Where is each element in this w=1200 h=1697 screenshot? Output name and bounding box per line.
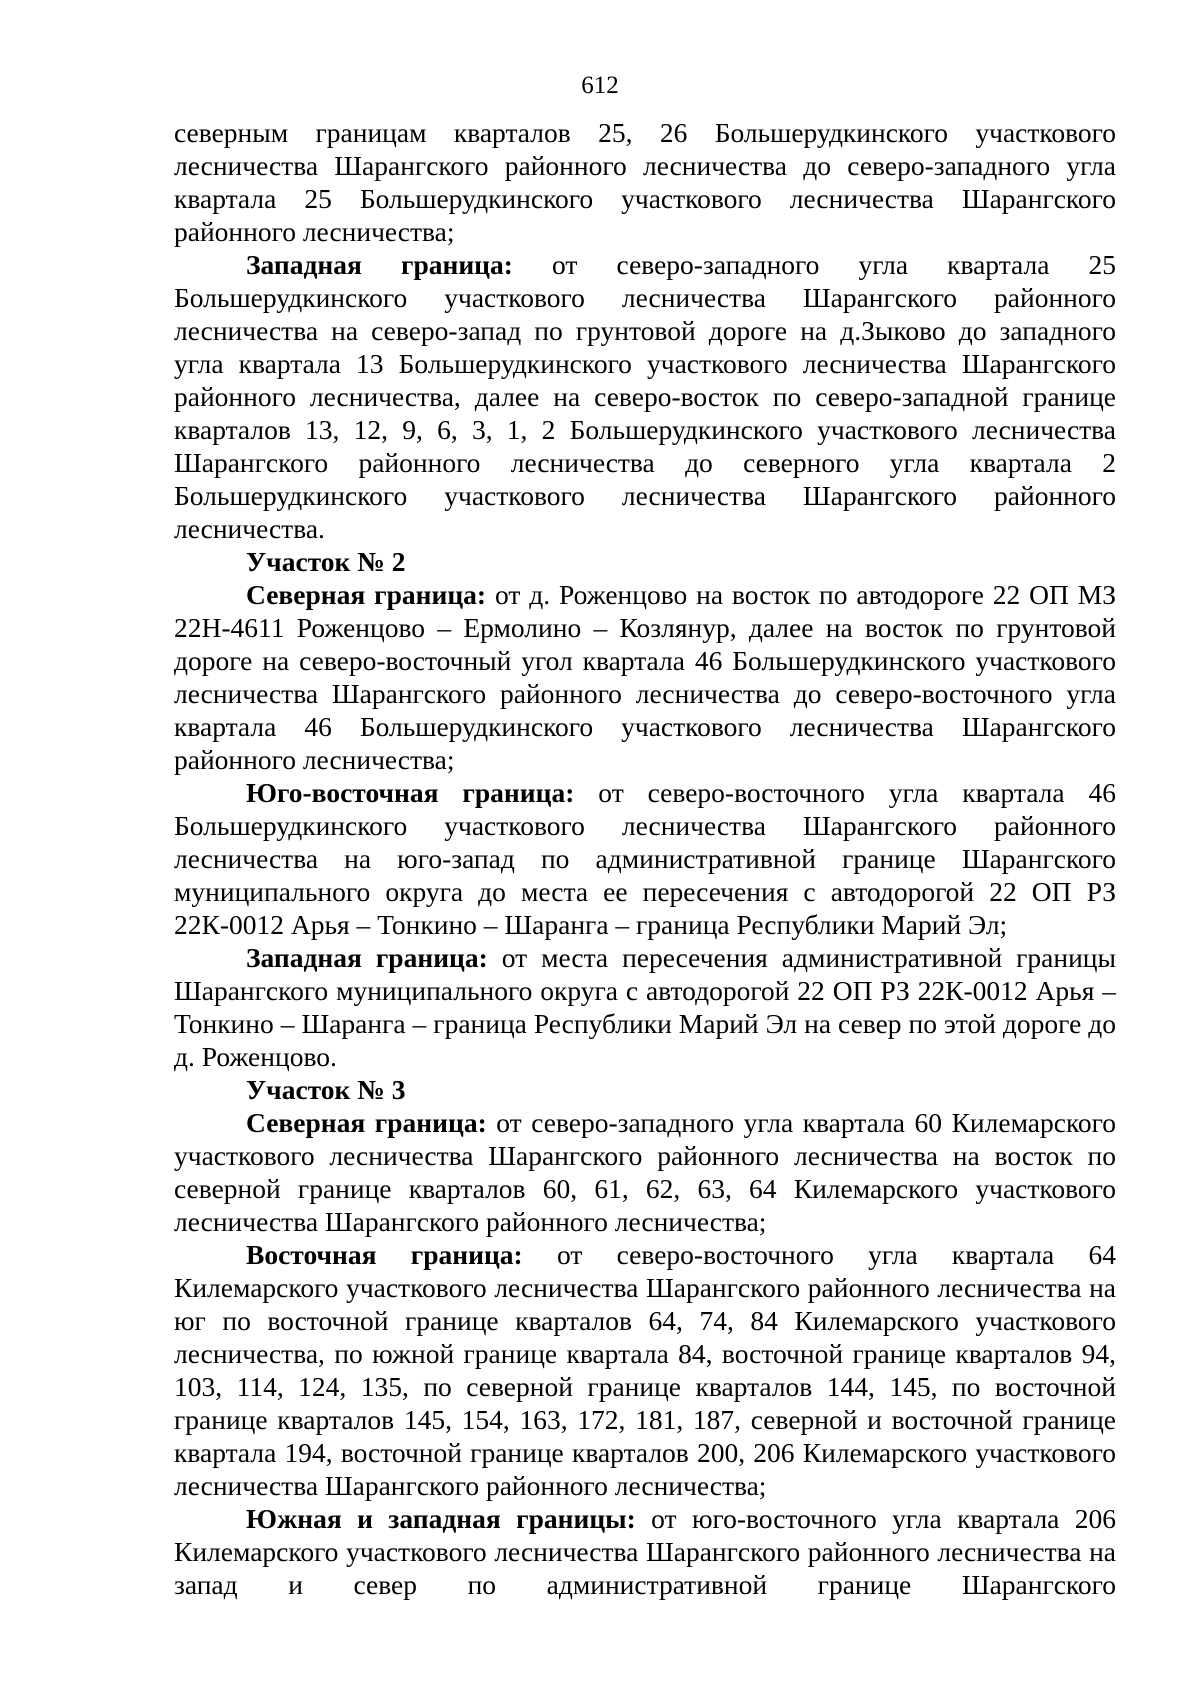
section-heading-plot-2: Участок № 2 [246, 546, 406, 577]
paragraph-text: северным границам кварталов 25, 26 Большерудкинского участкового лесничества Шарангского районного лесничества до северо-западного угла квартала 25 Большерудкинского участкового лесничества Шарангского районного лесничества; [174, 117, 1116, 247]
boundary-label: Юго-восточная граница: [246, 777, 575, 808]
paragraph-text: от юго-восточного угла квартала 206 Килемарского участкового лесничества Шарангского районного лесничества на запад и север по административной границе Шарангского [174, 1503, 1117, 1600]
paragraph-northern-boundary-2 [174, 578, 1116, 776]
boundary-label: Западная граница: [246, 249, 513, 280]
boundary-label: Южная и западная границы: [246, 1503, 636, 1534]
paragraph-text: от д. Роженцово на восток по автодороге 22 ОП МЗ 22Н-4611 Роженцово – Ермолино – Козлянур, далее на восток по грунтовой дороге на северо-восточный угол квартала 46 Большерудкинского участкового лесничества Шарангского районного лесничества до северо-восточного угла квартала 46 Большерудкинского участкового лесничества Шарангского районного лесничества; [174, 579, 1117, 775]
section-heading-plot-3: Участок № 3 [246, 1074, 406, 1105]
paragraph-text: от северо-восточного угла квартала 46 Большерудкинского участкового лесничества Шарангского районного лесничества на юго-запад по административной границе Шарангского муниципального округа до места ее пересечения с автодорогой 22 ОП РЗ 22К-0012 Арья – Тонкино – Шаранга – граница Республики Марий Эл; [174, 777, 1117, 940]
boundary-label: Западная граница: [246, 942, 488, 973]
boundary-label: Северная граница: [246, 1107, 487, 1138]
paragraph-text: от места пересечения административной границы Шарангского муниципального округа с автодорогой 22 ОП РЗ 22К-0012 Арья – Тонкино – Шаранга – граница Республики Марий Эл на север по этой дороге до д. Роженцово. [174, 942, 1116, 1072]
boundary-label: Северная граница: [246, 579, 487, 610]
paragraph-continuation [174, 116, 1116, 248]
paragraph-text: от северо-восточного угла квартала 64 Килемарского участкового лесничества Шарангского районного лесничества на юг по восточной границе кварталов 64, 74, 84 Килемарского участкового лесничества, по южной границе квартала 84, восточной границе кварталов 94, 103, 114, 124, 135, по северной границе кварталов 144, 145, по восточной границе кварталов 145, 154, 163, 172, 181, 187, северной и восточной границе квартала 194, восточной границе кварталов 200, 206 Килемарского участкового лесничества Шарангского районного лесничества; [174, 1239, 1116, 1501]
paragraph-western-boundary-1 [174, 248, 1116, 545]
paragraph-northern-boundary-3 [174, 1106, 1116, 1238]
paragraph-southeastern-boundary-2 [174, 776, 1116, 941]
paragraph-text: от северо-западного угла квартала 25 Большерудкинского участкового лесничества Шарангского районного лесничества на северо-запад по грунтовой дороге на д.Зыково до западного угла квартала 13 Большерудкинского участкового лесничества Шарангского районного лесничества, далее на северо-восток по северо-западной границе кварталов 13, 12, 9, 6, 3, 1, 2 Большерудкинского участкового лесничества Шарангского районного лесничества до северного угла квартала 2 Большерудкинского участкового лесничества Шарангского районного лесничества. [174, 249, 1117, 544]
boundary-label: Восточная граница: [246, 1239, 523, 1270]
paragraph-western-boundary-2 [174, 941, 1116, 1073]
page-number: 612 [581, 72, 619, 99]
paragraph-text: от северо-западного угла квартала 60 Килемарского участкового лесничества Шарангского районного лесничества на восток по северной границе кварталов 60, 61, 62, 63, 64 Килемарского участкового лесничества Шарангского районного лесничества; [174, 1107, 1116, 1237]
paragraph-south-west-boundary-3 [174, 1502, 1116, 1601]
paragraph-eastern-boundary-3 [174, 1238, 1116, 1502]
document-body [174, 116, 1116, 1601]
